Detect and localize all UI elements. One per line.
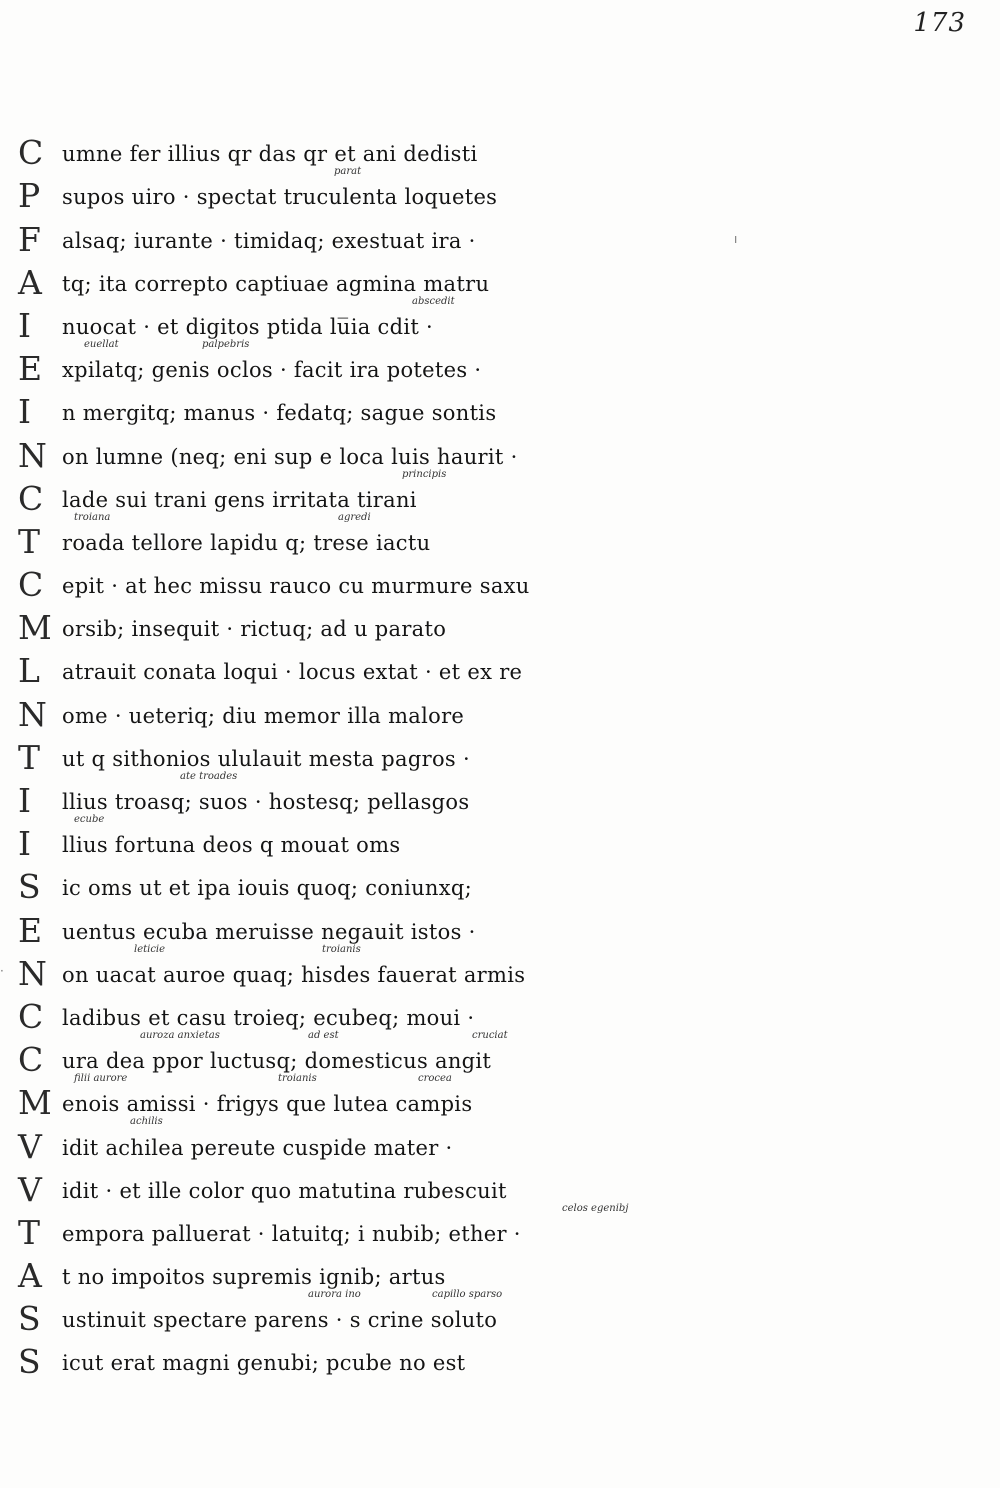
line-text: ladibus et casu troieq; ecubeq; moui · — [62, 1005, 475, 1030]
line-text: supos uiro · spectat truculenta loquetes — [62, 185, 498, 210]
line-text: llius fortuna deos q mouat oms — [62, 833, 401, 858]
line-initial: M — [18, 1083, 52, 1123]
interlinear-gloss: ecube — [74, 814, 105, 825]
manuscript-line — [18, 1202, 629, 1252]
line-text: ic oms ut et ipa iouis quoq; coniunxq; — [62, 876, 473, 901]
interlinear-gloss: celos egenibj — [562, 1202, 629, 1214]
interlinear-gloss: troiana — [74, 511, 111, 523]
manuscript-line — [18, 1251, 578, 1294]
line-initial: E — [18, 910, 43, 950]
manuscript-line — [18, 166, 578, 216]
line-initial: T — [18, 1212, 41, 1252]
manuscript-line — [18, 814, 578, 864]
manuscript-line — [18, 387, 578, 430]
interlinear-gloss: principis — [402, 468, 447, 480]
manuscript-line — [18, 295, 578, 345]
interlinear-gloss: parat — [334, 166, 362, 178]
manuscript-line — [18, 430, 578, 473]
manuscript-line — [18, 1337, 578, 1380]
manuscript-line — [18, 905, 578, 948]
manuscript-line — [18, 511, 578, 561]
line-text: idit achilea pereute cuspide mater · — [62, 1135, 453, 1160]
line-text: nuocat · et digitos ptida lu̅ia cdit · — [62, 314, 434, 339]
line-initial: C — [18, 565, 44, 605]
line-text: tq; ita correpto captiuae agmina matru — [62, 271, 490, 296]
interlinear-gloss: euellat — [84, 338, 119, 350]
line-initial: I — [18, 781, 32, 820]
interlinear-gloss: filii aurore — [74, 1073, 128, 1085]
manuscript-line — [18, 1289, 578, 1339]
manuscript-line — [18, 862, 578, 905]
manuscript-line — [18, 128, 578, 171]
interlinear-gloss: ad est — [308, 1029, 339, 1041]
line-text: n mergitq; manus · fedatq; sague sontis — [62, 401, 497, 426]
line-text: uentus ecuba meruisse negauit istos · — [62, 919, 476, 944]
line-initial: N — [18, 694, 47, 734]
line-text: llius troasq; suos · hostesq; pellasgos — [62, 790, 470, 814]
verse-text-block — [18, 128, 629, 1382]
margin-dot-mark: · — [0, 964, 4, 978]
line-text: atrauit conata loqui · locus extat · et ex re — [62, 660, 523, 685]
line-text: ome · ueteriq; diu memor illa malore — [62, 703, 465, 728]
line-text: umne fer illius qr das qr et ani dedisti — [62, 142, 478, 167]
manuscript-line — [18, 943, 578, 993]
manuscript-line — [18, 1116, 578, 1166]
manuscript-line — [18, 560, 578, 603]
line-initial: A — [18, 262, 42, 302]
line-initial: V — [18, 1126, 42, 1166]
line-initial: C — [18, 996, 44, 1036]
manuscript-line — [18, 338, 578, 389]
margin-tick-mark: ı — [734, 232, 738, 246]
line-initial: S — [18, 1342, 41, 1382]
line-initial: I — [18, 305, 32, 345]
line-initial: C — [18, 1040, 44, 1080]
manuscript-line — [18, 258, 578, 301]
line-initial: M — [18, 608, 52, 648]
line-initial: S — [18, 867, 41, 907]
line-initial: N — [18, 435, 47, 475]
line-initial: E — [18, 349, 43, 389]
line-initial: C — [18, 478, 44, 518]
line-text: alsaq; iurante · timidaq; exestuat ira · — [62, 228, 476, 253]
manuscript-line — [18, 1165, 578, 1208]
line-initial: T — [18, 737, 41, 777]
line-text: xpilatq; genis oclos · facit ira potetes · — [62, 358, 482, 383]
interlinear-gloss: cruciat — [472, 1029, 508, 1041]
folio-number: 173 — [913, 8, 966, 38]
manuscript-line — [18, 214, 578, 257]
line-initial: T — [18, 521, 41, 561]
manuscript-line — [18, 468, 578, 518]
line-initial: L — [18, 651, 40, 691]
manuscript-line — [18, 689, 578, 732]
interlinear-gloss: troianis — [278, 1073, 317, 1085]
manuscript-line — [18, 646, 578, 689]
manuscript-line — [18, 992, 578, 1035]
interlinear-gloss: crocea — [418, 1073, 452, 1085]
line-text: on lumne (neq; eni sup e loca luis haurit · — [62, 444, 518, 469]
line-text: roada tellore lapidu q; trese iactu — [62, 530, 431, 555]
line-text: t no impoitos supremis ignib; artus — [62, 1265, 446, 1290]
line-text: ustinuit spectare parens · s crine soluto — [62, 1308, 498, 1333]
interlinear-gloss: auroza anxietas — [140, 1029, 220, 1041]
line-initial: P — [18, 176, 41, 216]
interlinear-gloss: agredi — [338, 511, 371, 523]
line-text: ura dea ppor luctusq; domesticus angit — [62, 1049, 492, 1074]
interlinear-gloss: capillo sparso — [432, 1289, 503, 1301]
interlinear-gloss: achilis — [130, 1116, 163, 1128]
line-initial: A — [18, 1256, 42, 1296]
line-initial: S — [18, 1299, 41, 1339]
interlinear-gloss: troianis — [322, 943, 361, 955]
line-initial: V — [18, 1169, 42, 1209]
manuscript-line — [18, 603, 578, 646]
line-text: orsib; insequit · rictuq; ad u parato — [62, 617, 447, 642]
line-text: ut q sithonios ululauit mesta pagros · — [62, 746, 470, 771]
line-initial: I — [18, 824, 32, 864]
interlinear-gloss: ate troades — [180, 770, 238, 782]
manuscript-line — [18, 733, 578, 776]
line-initial: N — [18, 953, 47, 993]
line-text: lade sui trani gens irritata tirani — [62, 487, 417, 512]
line-initial: I — [18, 392, 32, 432]
line-text: idit · et ille color quo matutina rubescuit — [62, 1178, 507, 1203]
interlinear-gloss: palpebris — [202, 338, 250, 350]
interlinear-gloss: leticie — [134, 943, 166, 955]
interlinear-gloss: abscedit — [412, 295, 455, 307]
line-text: enois amissi · frigys que lutea campis — [62, 1092, 473, 1117]
interlinear-gloss: aurora ino — [308, 1289, 361, 1301]
line-text: on uacat auroe quaq; hisdes fauerat armis — [62, 962, 526, 987]
line-text: epit · at hec missu rauco cu murmure saxu — [62, 574, 530, 599]
line-initial: F — [18, 219, 41, 259]
line-text: icut erat magni genubi; pcube no est — [62, 1351, 466, 1376]
line-initial: C — [18, 133, 44, 173]
line-text: empora palluerat · latuitq; i nubib; ether · — [62, 1221, 521, 1246]
